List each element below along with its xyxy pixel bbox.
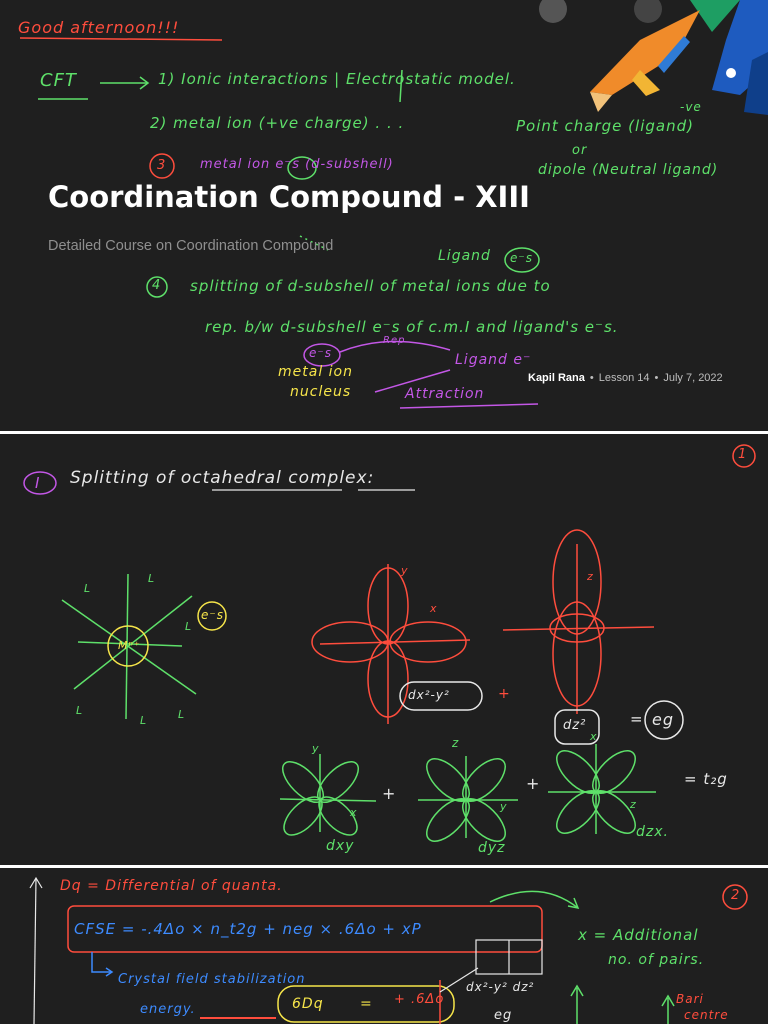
six-dq-label: 6Dq <box>292 996 324 1012</box>
eg-label: eg <box>652 710 674 729</box>
or-text: or <box>572 143 588 158</box>
dxy-label: dxy <box>326 838 355 854</box>
dz2-label: dz² <box>563 718 587 733</box>
ligand-l-label: L <box>185 620 193 633</box>
dyz-label: dyz <box>478 840 506 856</box>
axis-x-label: x <box>590 730 598 743</box>
page-number: 1 <box>738 447 748 462</box>
point-3-text: metal ion e⁻s (d-subshell) <box>200 157 394 172</box>
lesson-date: July 7, 2022 <box>663 372 723 384</box>
equals-sign: = <box>630 710 644 728</box>
point-3-number: 3 <box>157 158 167 173</box>
lesson-title: Coordination Compound - XIII <box>48 180 530 214</box>
cft-label: CFT <box>40 70 77 91</box>
cfse-slide <box>0 868 768 1024</box>
metal-ion-label: metal ion <box>278 364 353 380</box>
section-heading: Splitting of octahedral complex: <box>70 468 375 488</box>
electrons-label: e⁻s <box>201 608 224 622</box>
plus-sign: + <box>498 686 511 702</box>
annotation-strokes <box>0 0 768 431</box>
axis-y-label: y <box>500 800 508 813</box>
meta-separator: • <box>654 372 659 384</box>
lesson-meta <box>528 372 723 384</box>
plus-sign: + <box>526 774 541 793</box>
bari-label-1: Bari <box>676 992 704 1006</box>
point-charge-text: Point charge (ligand) <box>516 117 694 135</box>
attraction-label: Attraction <box>405 386 485 402</box>
ligand-electron-label: Ligand e⁻ <box>455 352 532 368</box>
point-1-text: 1) Ionic interactions | Electrostatic model. <box>158 70 516 88</box>
repulsion-label: Rep <box>383 335 406 346</box>
point-2-text: 2) metal ion (+ve charge) . . . <box>150 114 405 132</box>
cfse-expansion-line-1: Crystal field stabilization <box>118 972 306 987</box>
plus-06-label: + .6Δo <box>394 992 445 1007</box>
axis-z-label: z <box>630 798 637 811</box>
bari-label-2: centre <box>684 1008 729 1022</box>
point-4-line-1: splitting of d-subshell of metal ions due to <box>190 277 551 295</box>
point-4-number: 4 <box>152 278 162 293</box>
heading-numeral: I <box>35 474 41 492</box>
lesson-number: Lesson 14 <box>598 372 650 384</box>
x-definition-line-2: no. of pairs. <box>608 952 705 968</box>
ligand-l-label: L <box>178 708 186 721</box>
axis-z-label: z <box>452 736 460 750</box>
greeting-text: Good afternoon!!! <box>18 18 180 37</box>
dq-definition: Dq = Differential of quanta. <box>60 878 283 894</box>
lesson-cover-slide <box>0 0 768 431</box>
axis-x-label: x <box>430 602 438 615</box>
meta-separator: • <box>589 372 594 384</box>
ligand-l-label: L <box>148 572 156 585</box>
dipole-text: dipole (Neutral ligand) <box>538 162 719 178</box>
ligand-electrons-label: e⁻s <box>510 251 533 265</box>
t2g-label: = t₂g <box>684 770 728 788</box>
cfse-formula: CFSE = -.4Δo × n_t2g + neg × .6Δo + xP <box>74 920 422 938</box>
axis-x-label: x <box>350 806 358 819</box>
nucleus-label: nucleus <box>290 384 352 400</box>
ligand-label: Ligand <box>438 248 491 264</box>
electrons-circle-label: e⁻s <box>309 346 332 360</box>
dz2-orbital-icon <box>503 530 654 714</box>
dxy-orbital-icon <box>276 754 376 841</box>
metal-ion-label: Mⁿ⁺ <box>118 639 141 652</box>
axis-y-label: y <box>312 742 320 755</box>
equals-sign: = <box>360 996 373 1012</box>
eg-label: eg <box>494 1008 513 1023</box>
lesson-subtitle: Detailed Course on Coordination Compound <box>48 238 334 254</box>
eg-orbitals-label: dx²-y² dz² <box>466 980 535 994</box>
axis-z-label: z <box>587 570 594 583</box>
point-4-line-2: rep. b/w d-subshell e⁻s of c.m.I and ligand's e⁻s. <box>205 318 619 336</box>
x-definition-line-1: x = Additional <box>578 926 699 944</box>
cfse-expansion-line-2: energy. <box>140 1002 196 1017</box>
ligand-l-label: L <box>76 704 84 717</box>
plus-sign: + <box>382 784 397 803</box>
dzx-label: dzx. <box>636 824 669 840</box>
page-number: 2 <box>731 888 741 903</box>
axis-y-label: y <box>401 564 409 577</box>
author-name: Kapil Rana <box>528 372 585 384</box>
negative-charge-note: -ve <box>680 100 702 114</box>
ligand-l-label: L <box>84 582 92 595</box>
dx2-y2-label: dx²-y² <box>408 688 450 702</box>
octahedral-splitting-slide <box>0 434 768 865</box>
ligand-l-label: L <box>140 714 148 727</box>
